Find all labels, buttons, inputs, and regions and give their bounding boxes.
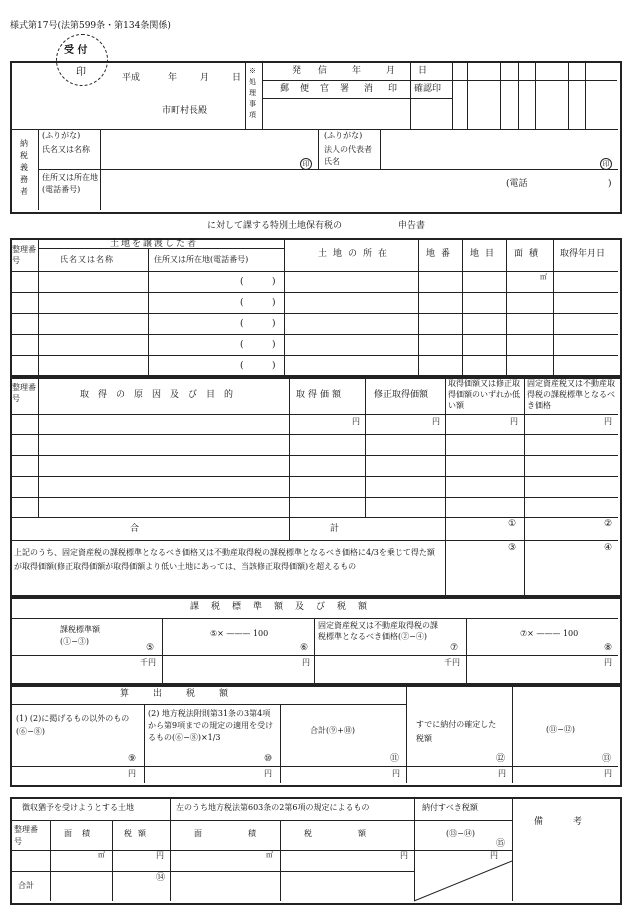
t5-m2-2: ㎡ (266, 851, 273, 859)
proc-row1-e: 日 (418, 66, 428, 76)
n13: ⑬ (602, 754, 612, 764)
t3-c8-label: ⑦× ——— 100 (520, 629, 579, 638)
t2-seiri: 整理番号 (12, 383, 36, 403)
proc-row1-b: 信 (318, 66, 328, 76)
yen-11: 円 (392, 769, 400, 778)
furigana-2: (ふりがな) (324, 131, 363, 140)
t5-due-formula: (⑬−⑭) (446, 829, 475, 838)
t3-title: 課税標準額及び税額 (190, 602, 380, 612)
paren-open-4: ( (240, 340, 244, 350)
t5-grace: 徴収猶予を受けようとする土地 (22, 803, 134, 812)
t1-location: 土地の所在 (318, 249, 394, 259)
paren-close-2: ) (272, 298, 276, 308)
t5-bikou: 備考 (534, 817, 613, 827)
t4-c11-label: 合計(⑨+⑩) (310, 726, 355, 735)
yen-corr: 円 (432, 417, 440, 426)
t3-c6-label: ⑤× ——— 100 (210, 629, 269, 638)
t5-sub603: 左のうち地方税法第603条の2第6項の規定によるもの (176, 803, 370, 812)
yen-10: 円 (264, 769, 272, 778)
t1-chimoku: 地目 (470, 249, 501, 259)
n14: ⑭ (156, 873, 166, 883)
proc-row2-d: 署 (340, 84, 350, 94)
t5-yen-1: 円 (156, 851, 164, 860)
yen-12: 円 (498, 769, 506, 778)
proc-row2-c: 官 (320, 84, 330, 94)
yen-6: 円 (302, 658, 310, 667)
yen-price: 円 (352, 417, 360, 426)
t5-due: 納付すべき税額 (422, 803, 478, 812)
t4-c10-label: (2) 地方税法附則第31条の3第4項から第9項までの規定の適用を受けるもの(⑥−⑧)×1/3 (148, 709, 274, 742)
t2-corr: 修正取得価額 (374, 390, 429, 400)
t2-note: 上記のうち、固定資産税の課税標準となるべき価格又は不動産取得税の課税標準となるべき価格に4/3を乗じて得た額が取得価額(修正取得価額が取得価額より低い土地にあっては、当該修正取得価額)を超えるもの (14, 548, 435, 571)
proc-row2-a: 郵 (280, 84, 290, 94)
t5-zeigaku2: 税額 (304, 829, 412, 838)
form-number: 様式第17号(法第599条・第134条関係) (10, 21, 171, 31)
n12: ⑫ (496, 754, 506, 764)
paren-close-3: ) (272, 319, 276, 329)
n5: ⑤ (146, 643, 155, 653)
n7: ⑦ (450, 643, 459, 653)
proc-row2-f: 印 (388, 84, 398, 94)
sum-a: 合 (130, 524, 140, 534)
t1-m2: ㎡ (540, 273, 547, 281)
t1-name: 氏名又は名称 (60, 255, 114, 264)
n6: ⑥ (300, 643, 309, 653)
t1-transferor: 土地を譲渡した者 (110, 239, 199, 249)
n11: ⑪ (390, 754, 400, 764)
paren-open-1: ( (240, 277, 244, 287)
t4-title: 算出税額 (120, 689, 253, 699)
addressee: 市町村長殿 (162, 106, 208, 116)
t1-chiban: 地番 (426, 249, 457, 259)
paren-open-2: ( (240, 298, 244, 308)
name-label: 氏名又は名称 (42, 145, 90, 154)
yen-13: 円 (604, 769, 612, 778)
circ-4: ④ (604, 543, 613, 553)
paren-close-4: ) (272, 340, 276, 350)
rep-label: 法人の代表者氏名 (324, 145, 372, 166)
era: 平成 (122, 73, 141, 83)
form-title-suffix: 申告書 (398, 221, 426, 231)
taxpayer-label: 納税義務者 (20, 139, 28, 196)
paren-open-3: ( (240, 319, 244, 329)
proc-row1-d: 月 (386, 66, 396, 76)
n10: ⑩ (264, 754, 273, 764)
t5-yen-2: 円 (400, 851, 408, 860)
stamp-in: 印 (76, 67, 86, 78)
t1-seiri: 整理番号 (12, 245, 36, 265)
proc-row2-e: 消 (364, 84, 374, 94)
yen-kotei: 円 (604, 417, 612, 426)
day: 日 (232, 73, 242, 83)
n9: ⑨ (128, 754, 137, 764)
t5-yen-3: 円 (490, 851, 498, 860)
yen-lower: 円 (510, 417, 518, 426)
furigana-1: (ふりがな) (42, 131, 81, 140)
year: 年 (168, 73, 178, 83)
senen-5: 千円 (140, 658, 156, 667)
tel-label: (電話 (506, 179, 528, 189)
t2-cause: 取得の原因及び目的 (80, 390, 243, 400)
yen-8: 円 (604, 658, 612, 667)
sum-b: 計 (330, 524, 340, 534)
n8: ⑧ (604, 643, 613, 653)
t2-price: 取得価額 (296, 390, 345, 400)
t5-zeigaku: 税額 (124, 829, 152, 838)
month: 月 (200, 73, 210, 83)
form-title-prefix: に対して課する特別土地保有税の (207, 221, 343, 231)
t2-lower: 取得価額又は修正取得価額のいずれか低い額 (448, 379, 520, 410)
t5-menseki: 面積 (64, 829, 100, 838)
proc-label: ※処理事項 (249, 67, 256, 119)
stamp-uke: 受 付 (64, 45, 88, 56)
tel-close: ) (608, 179, 612, 189)
t4-c9-label: (1) (2)に掲げるもの以外のもの(⑥−⑧) (16, 714, 130, 736)
t1-menseki: 面積 (514, 249, 545, 259)
t5-total: 合計 (18, 881, 34, 890)
kakunin-label: 確認印 (414, 84, 442, 94)
circ-3: ③ (508, 543, 517, 553)
n15: ⑮ (496, 839, 506, 849)
proc-row1-c: 年 (352, 66, 362, 76)
paren-close-5: ) (272, 361, 276, 371)
senen-7: 千円 (444, 658, 460, 667)
t3-c5-label: 課税標準額(①−③) (60, 625, 100, 646)
addr-label: 住所又は所在地(電話番号) (42, 173, 98, 194)
seal-2: 印 (600, 158, 612, 170)
paren-open-5: ( (240, 361, 244, 371)
t5-seiri: 整理番号 (14, 825, 38, 846)
proc-row2-b: 便 (300, 84, 310, 94)
t2-kotei: 固定資産税又は不動産取得税の課税標準となるべき価格 (527, 379, 615, 410)
circ-1: ① (508, 519, 517, 529)
seal-1: 印 (300, 158, 312, 170)
circ-2: ② (604, 519, 613, 529)
t4-c12-label: すでに納付の確定した税額 (416, 720, 497, 743)
t4-c13-label: (⑪−⑫) (546, 725, 575, 734)
yen-9: 円 (128, 769, 136, 778)
proc-row1-a: 発 (292, 66, 302, 76)
t5-menseki2: 面積 (194, 829, 302, 838)
paren-close-1: ) (272, 277, 276, 287)
t3-c7-label: 固定資産税又は不動産取得税の課税標準となるべき価格(②−④) (318, 621, 438, 641)
t1-date: 取得年月日 (560, 249, 606, 259)
t1-addr: 住所又は所在地(電話番号) (154, 255, 249, 264)
t5-m2-1: ㎡ (98, 851, 105, 859)
